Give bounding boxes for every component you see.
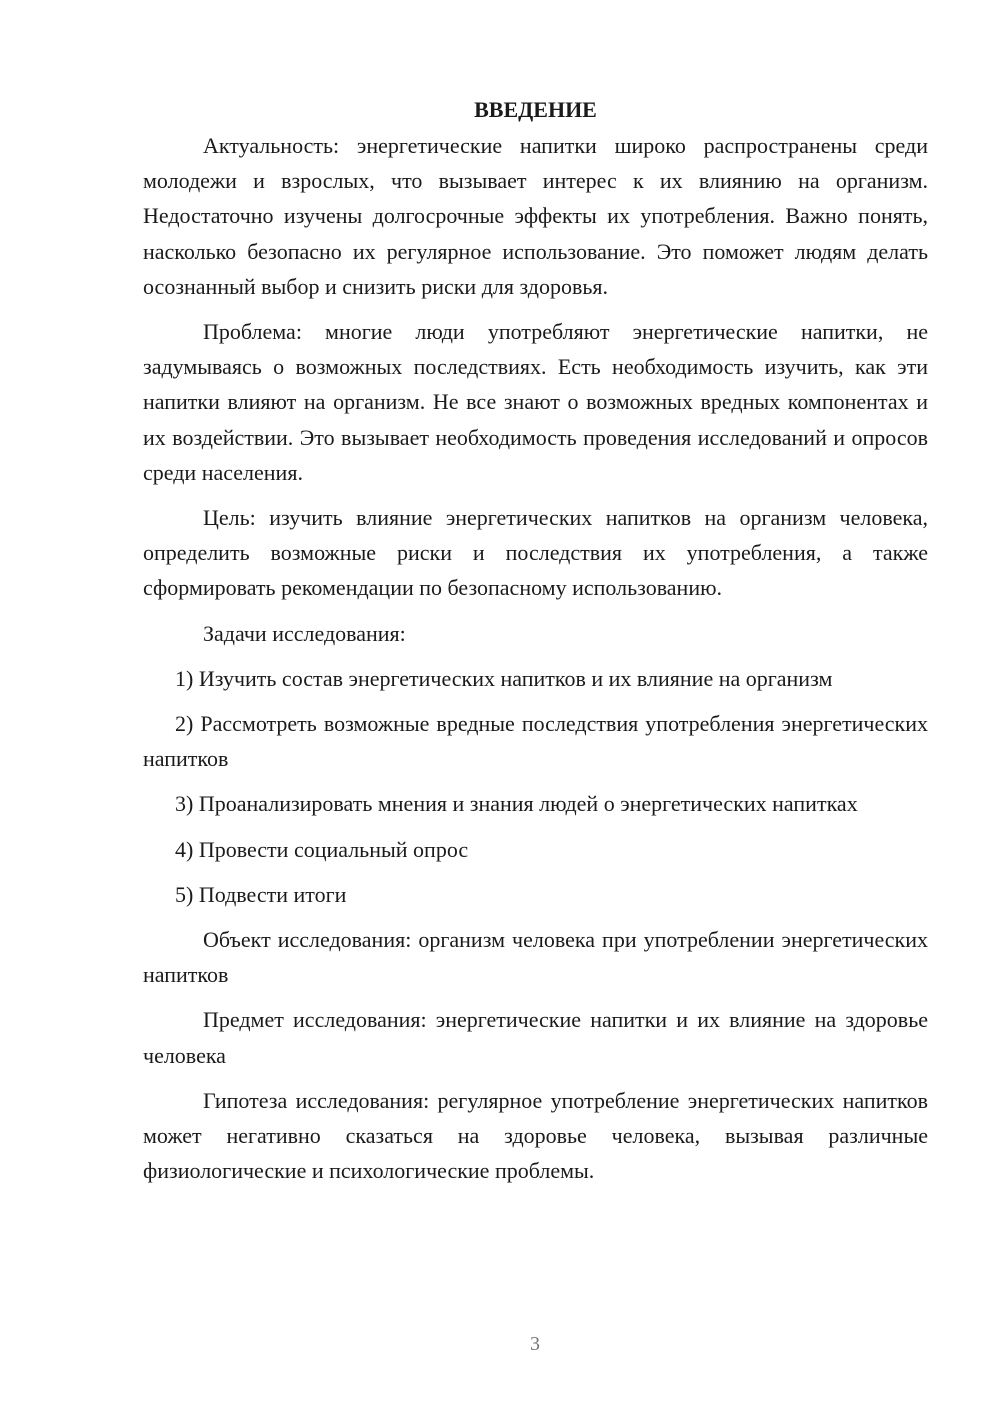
document-page: [143, 92, 928, 1198]
hypothesis-paragraph: Гипотеза исследования: регулярное употребление энергетических напитков может негативно сказаться на здоровье человека, вызывая различные физиологические и психологические проблемы.: [143, 1087, 928, 1184]
problem-paragraph: Проблема: многие люди употребляют энергетические напитки, не задумываясь о возможных последствиях. Есть необходимость изучить, как эти напитки влияют на организм. Не все знают о возможных вредных компонентах и их воздействии. Это вызывает необходимость проведения исследований и опросов среди населения.: [143, 319, 928, 485]
task-item: 3) Проанализировать мнения и знания людей о энергетических напитках: [175, 791, 858, 817]
object-paragraph: Объект исследования: организм человека при употреблении энергетических напитков: [143, 927, 928, 988]
page-number: 3: [530, 1333, 540, 1355]
goal-paragraph: Цель: изучить влияние энергетических напитков на организм человека, определить возможные риски и последствия их употребления, а также сформировать рекомендации по безопасному использованию.: [143, 505, 928, 601]
task-item: 2) Рассмотреть возможные вредные последствия употребления энергетических напитков: [143, 711, 928, 772]
tasks-title: Задачи исследования:: [203, 620, 406, 646]
relevance-paragraph: Актуальность: энергетические напитки широко распространены среди молодежи и взрослых, что вызывает интерес к их влиянию на организм. Недостаточно изучены долгосрочные эффекты их употребления. Важно понять, насколько безопасно их регулярное использование. Это поможет людям делать осознанный выбор и снизить риски для здоровья.: [143, 133, 928, 299]
task-item: 4) Провести социальный опрос: [175, 836, 469, 862]
task-item: 1) Изучить состав энергетических напитков и их влияние на организм: [175, 665, 833, 691]
subject-paragraph: Предмет исследования: энергетические напитки и их влияние на здоровье человека: [143, 1007, 928, 1068]
task-item: 5) Подвести итоги: [175, 881, 347, 907]
section-heading: ВВЕДЕНИЕ: [474, 97, 597, 122]
